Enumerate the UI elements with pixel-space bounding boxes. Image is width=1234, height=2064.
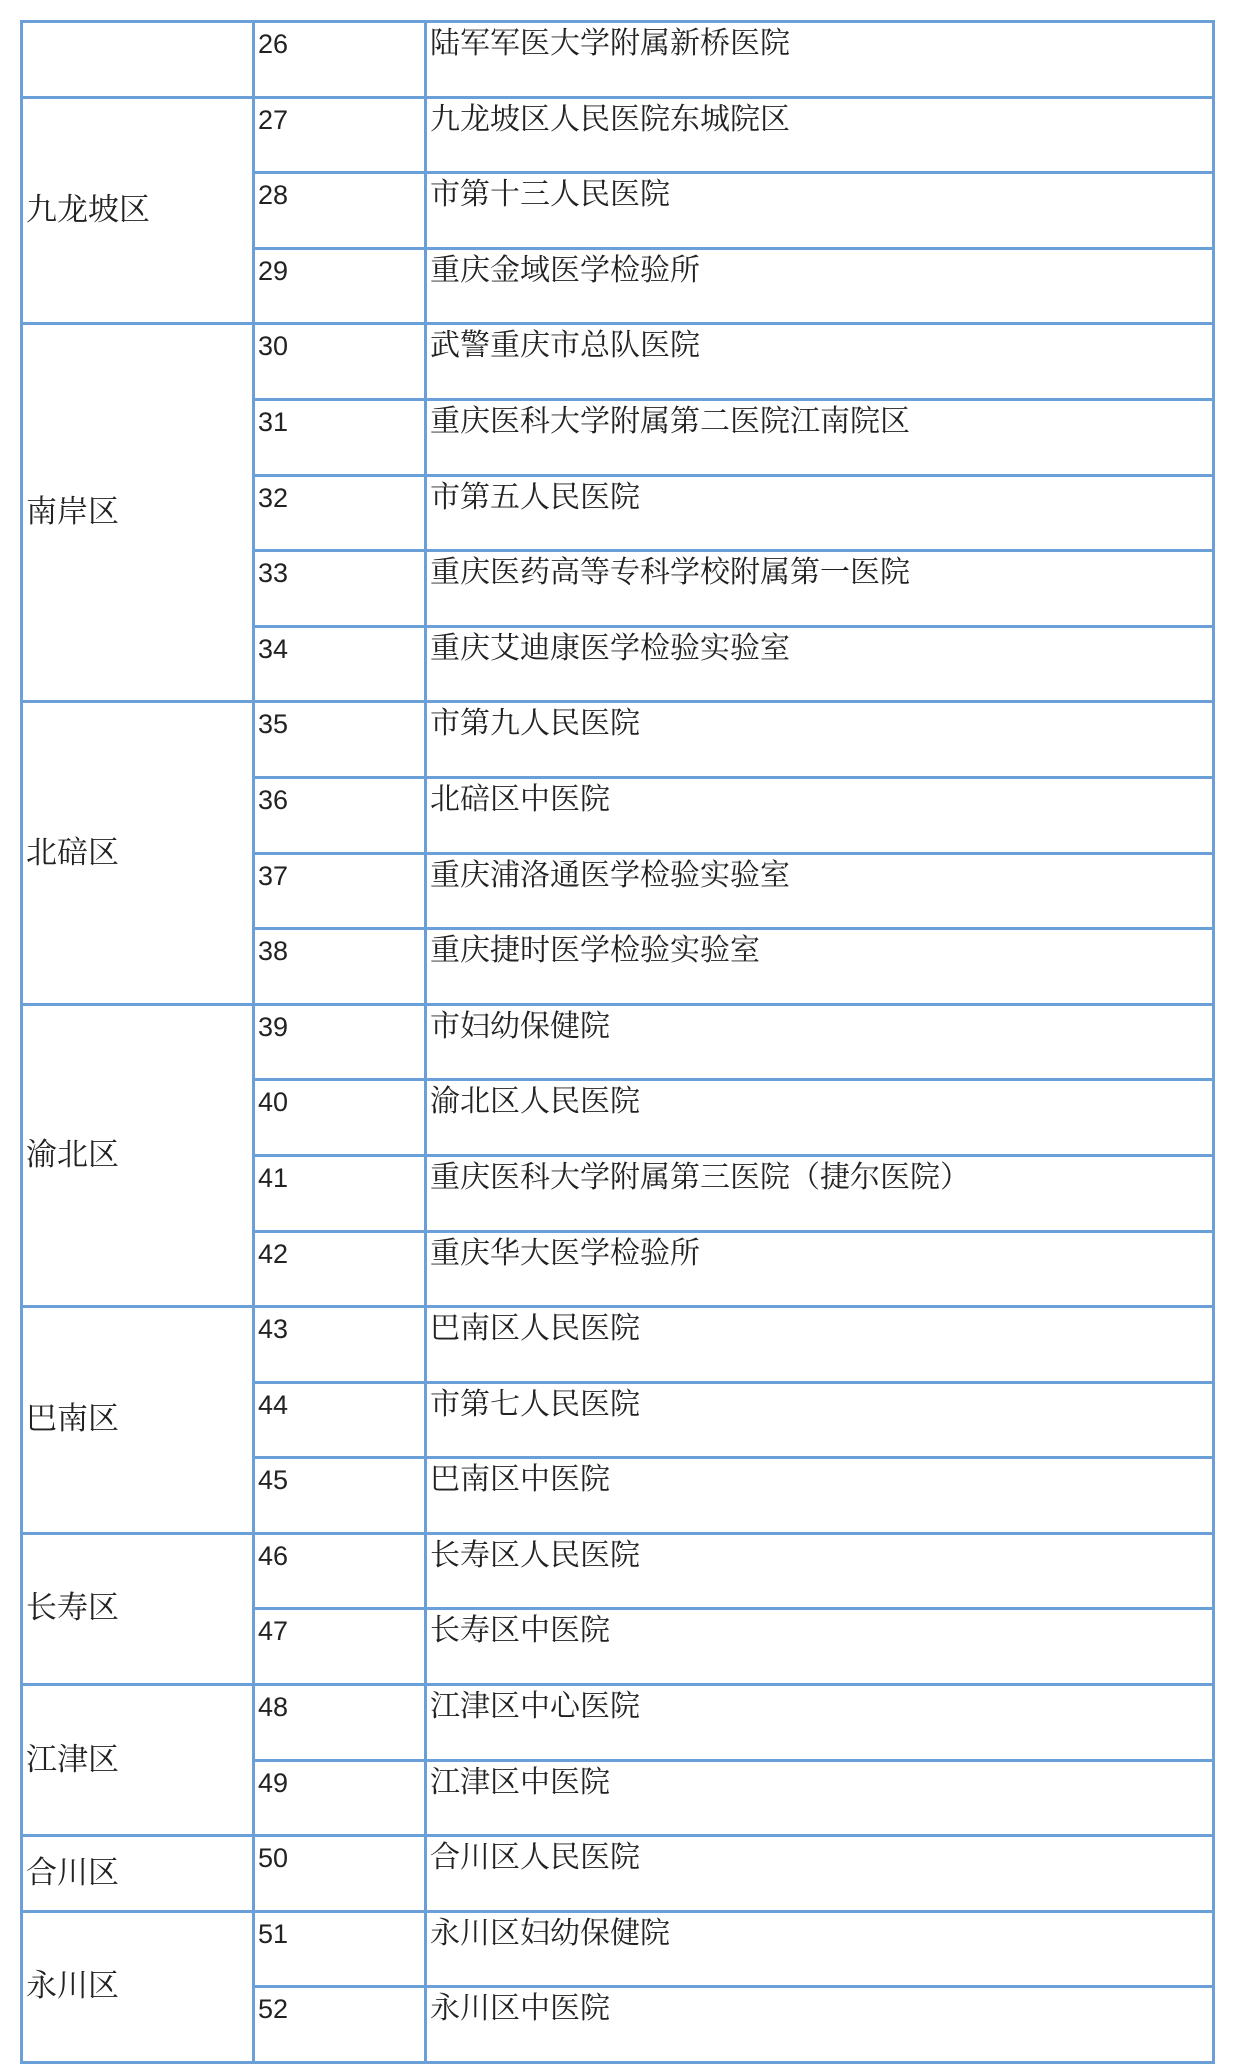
hospital-name-cell: 市第十三人民医院 — [426, 173, 1214, 249]
hospital-name-cell: 重庆医药高等专科学校附属第一医院 — [426, 551, 1214, 627]
table-row — [22, 1836, 1214, 1912]
table-row — [22, 1307, 1214, 1383]
table-row — [22, 1533, 1214, 1609]
serial-number-cell: 31 — [254, 399, 426, 475]
serial-number-cell: 33 — [254, 551, 426, 627]
hospital-name-cell: 重庆浦洛通医学检验实验室 — [426, 853, 1214, 929]
serial-number-cell: 45 — [254, 1458, 426, 1534]
hospital-name-cell: 市第五人民医院 — [426, 475, 1214, 551]
hospital-table — [20, 20, 1215, 2064]
hospital-name-cell: 重庆捷时医学检验实验室 — [426, 929, 1214, 1005]
district-cell: 北碚区 — [22, 702, 254, 1004]
hospital-name-cell: 永川区妇幼保健院 — [426, 1911, 1214, 1987]
hospital-name-cell: 永川区中医院 — [426, 1987, 1214, 2063]
serial-number-cell: 44 — [254, 1382, 426, 1458]
district-cell: 九龙坡区 — [22, 97, 254, 324]
serial-number-cell: 38 — [254, 929, 426, 1005]
table-row — [22, 324, 1214, 400]
serial-number-cell: 47 — [254, 1609, 426, 1685]
hospital-name-cell: 巴南区人民医院 — [426, 1307, 1214, 1383]
serial-number-cell: 30 — [254, 324, 426, 400]
serial-number-cell: 49 — [254, 1760, 426, 1836]
serial-number-cell: 29 — [254, 248, 426, 324]
serial-number-cell: 52 — [254, 1987, 426, 2063]
serial-number-cell: 34 — [254, 626, 426, 702]
hospital-name-cell: 重庆华大医学检验所 — [426, 1231, 1214, 1307]
hospital-name-cell: 长寿区中医院 — [426, 1609, 1214, 1685]
hospital-name-cell: 北碚区中医院 — [426, 777, 1214, 853]
hospital-name-cell: 江津区中医院 — [426, 1760, 1214, 1836]
hospital-name-cell: 巴南区中医院 — [426, 1458, 1214, 1534]
hospital-name-cell: 江津区中心医院 — [426, 1685, 1214, 1761]
hospital-name-cell: 渝北区人民医院 — [426, 1080, 1214, 1156]
serial-number-cell: 46 — [254, 1533, 426, 1609]
hospital-name-cell: 市第九人民医院 — [426, 702, 1214, 778]
serial-number-cell: 43 — [254, 1307, 426, 1383]
serial-number-cell: 36 — [254, 777, 426, 853]
hospital-name-cell: 长寿区人民医院 — [426, 1533, 1214, 1609]
district-cell: 长寿区 — [22, 1533, 254, 1684]
serial-number-cell: 48 — [254, 1685, 426, 1761]
hospital-name-cell: 市第七人民医院 — [426, 1382, 1214, 1458]
table-row — [22, 1911, 1214, 1987]
table-body — [22, 22, 1214, 2063]
district-cell — [22, 22, 254, 98]
hospital-name-cell: 重庆医科大学附属第三医院（捷尔医院） — [426, 1155, 1214, 1231]
district-cell: 永川区 — [22, 1911, 254, 2062]
district-cell: 南岸区 — [22, 324, 254, 702]
table-row — [22, 1004, 1214, 1080]
table-row — [22, 702, 1214, 778]
serial-number-cell: 35 — [254, 702, 426, 778]
table-row — [22, 1685, 1214, 1761]
serial-number-cell: 42 — [254, 1231, 426, 1307]
serial-number-cell: 41 — [254, 1155, 426, 1231]
table-row — [22, 97, 1214, 173]
hospital-name-cell: 陆军军医大学附属新桥医院 — [426, 22, 1214, 98]
serial-number-cell: 39 — [254, 1004, 426, 1080]
hospital-name-cell: 重庆金域医学检验所 — [426, 248, 1214, 324]
serial-number-cell: 50 — [254, 1836, 426, 1912]
serial-number-cell: 26 — [254, 22, 426, 98]
serial-number-cell: 27 — [254, 97, 426, 173]
serial-number-cell: 28 — [254, 173, 426, 249]
hospital-name-cell: 市妇幼保健院 — [426, 1004, 1214, 1080]
serial-number-cell: 37 — [254, 853, 426, 929]
hospital-name-cell: 合川区人民医院 — [426, 1836, 1214, 1912]
district-cell: 巴南区 — [22, 1307, 254, 1534]
hospital-name-cell: 九龙坡区人民医院东城院区 — [426, 97, 1214, 173]
table-row — [22, 22, 1214, 98]
district-cell: 合川区 — [22, 1836, 254, 1912]
serial-number-cell: 32 — [254, 475, 426, 551]
hospital-name-cell: 重庆医科大学附属第二医院江南院区 — [426, 399, 1214, 475]
serial-number-cell: 40 — [254, 1080, 426, 1156]
district-cell: 江津区 — [22, 1685, 254, 1836]
hospital-name-cell: 重庆艾迪康医学检验实验室 — [426, 626, 1214, 702]
district-cell: 渝北区 — [22, 1004, 254, 1306]
hospital-name-cell: 武警重庆市总队医院 — [426, 324, 1214, 400]
serial-number-cell: 51 — [254, 1911, 426, 1987]
